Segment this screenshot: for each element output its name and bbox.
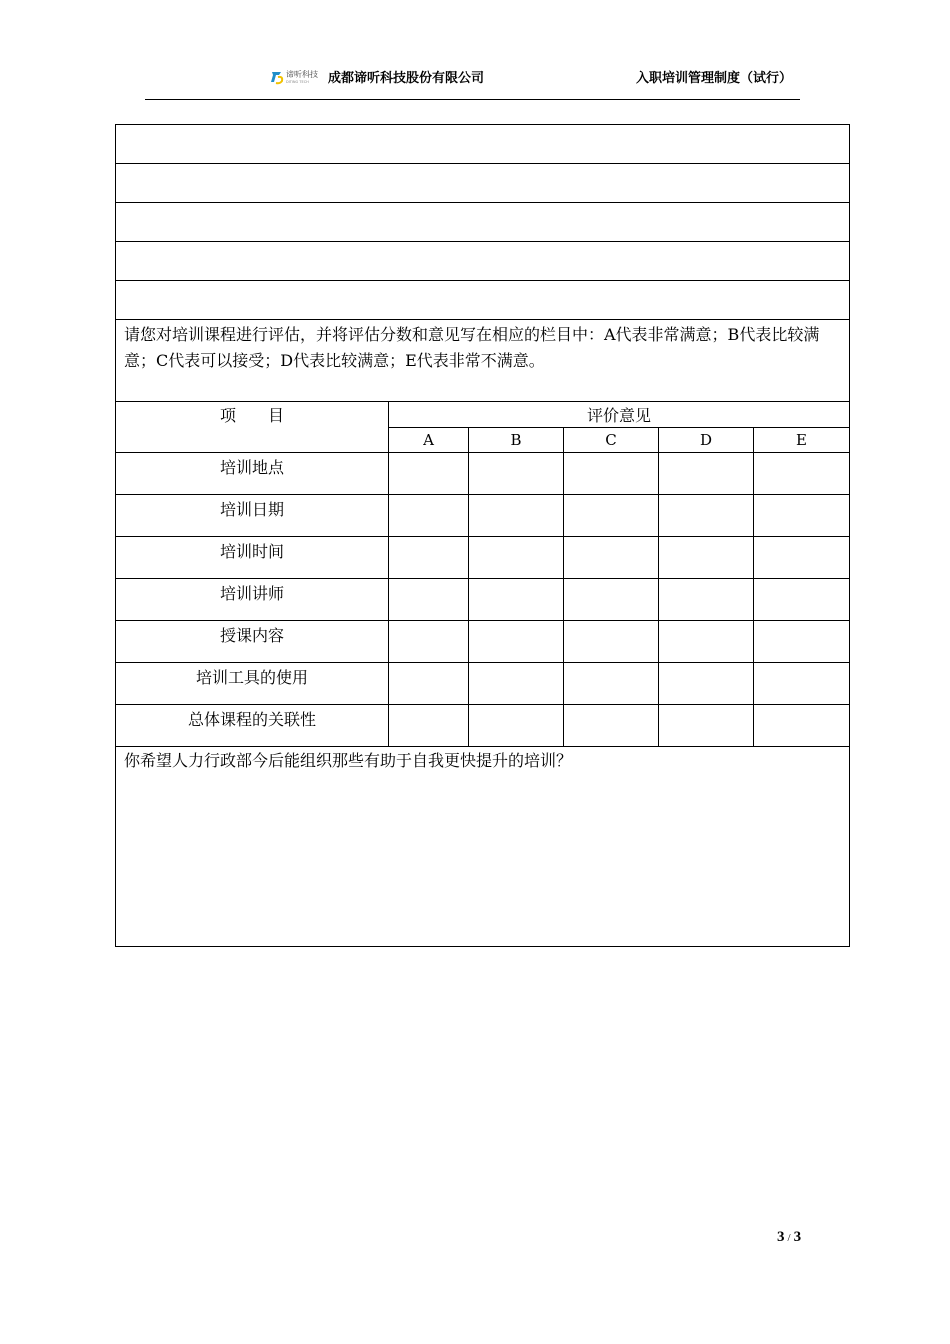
table-row [116,453,850,495]
rating-cell-d[interactable] [659,579,754,621]
blank-row[interactable] [116,125,850,164]
evaluation-column-header: 评价意见 [389,402,850,428]
table-row [116,663,850,705]
evaluation-instructions: 请您对培训课程进行评估，并将评估分数和意见写在相应的栏目中：A代表非常满意；B代表比较满意；C代表可以接受；D代表比较满意；E代表非常不满意。 [116,320,850,402]
svg-text:谛听科技: 谛听科技 [286,70,318,79]
svg-text:DITING TECH: DITING TECH [286,80,309,84]
rating-cell-c[interactable] [564,495,659,537]
rating-cell-c[interactable] [564,453,659,495]
blank-row[interactable] [116,242,850,281]
item-label: 培训地点 [116,453,389,495]
rating-cell-b[interactable] [469,495,564,537]
page-current: 3 [777,1229,785,1245]
rating-cell-a[interactable] [389,621,469,663]
table-row [116,705,850,747]
rating-cell-c[interactable] [564,705,659,747]
rating-cell-d[interactable] [659,495,754,537]
rating-cell-a[interactable] [389,453,469,495]
rating-cell-e[interactable] [754,705,850,747]
rating-cell-b[interactable] [469,663,564,705]
grade-header-a: A [389,428,469,453]
item-label: 授课内容 [116,621,389,663]
item-label: 培训时间 [116,537,389,579]
page-total: 3 [793,1229,802,1245]
blank-row[interactable] [116,164,850,203]
item-column-header: 项 目 [116,402,389,453]
rating-cell-b[interactable] [469,705,564,747]
rating-cell-e[interactable] [754,495,850,537]
rating-cell-d[interactable] [659,663,754,705]
rating-cell-a[interactable] [389,537,469,579]
rating-cell-c[interactable] [564,579,659,621]
grade-header-b: B [469,428,564,453]
training-suggestion-question: 你希望人力行政部今后能组织那些有助于自我更快提升的培训？ [124,751,573,770]
page-header [145,58,800,100]
item-label: 培训讲师 [116,579,389,621]
table-row [116,537,850,579]
rating-cell-d[interactable] [659,705,754,747]
rating-cell-b[interactable] [469,453,564,495]
table-row [116,579,850,621]
grade-header-d: D [659,428,754,453]
company-name: 成都谛听科技股份有限公司 [328,71,485,86]
rating-cell-e[interactable] [754,621,850,663]
rating-cell-a[interactable] [389,705,469,747]
rating-cell-b[interactable] [469,537,564,579]
table-row [116,621,850,663]
blank-row[interactable] [116,203,850,242]
header-divider [145,99,800,100]
item-label: 总体课程的关联性 [116,705,389,747]
item-label: 培训日期 [116,495,389,537]
company-logo-icon [270,66,328,86]
rating-cell-b[interactable] [469,579,564,621]
page-number [777,1229,801,1246]
rating-cell-c[interactable] [564,621,659,663]
page-separator: / [787,1232,791,1244]
grade-header-e: E [754,428,850,453]
rating-cell-a[interactable] [389,663,469,705]
rating-cell-b[interactable] [469,621,564,663]
rating-cell-d[interactable] [659,537,754,579]
rating-cell-d[interactable] [659,621,754,663]
item-label: 培训工具的使用 [116,663,389,705]
rating-cell-e[interactable] [754,537,850,579]
evaluation-table [115,124,850,947]
table-row [116,495,850,537]
rating-cell-c[interactable] [564,663,659,705]
rating-cell-e[interactable] [754,579,850,621]
evaluation-form [115,124,849,947]
rating-cell-a[interactable] [389,579,469,621]
rating-cell-e[interactable] [754,453,850,495]
training-suggestion-field[interactable] [116,747,850,947]
rating-cell-c[interactable] [564,537,659,579]
rating-cell-e[interactable] [754,663,850,705]
rating-cell-d[interactable] [659,453,754,495]
rating-cell-a[interactable] [389,495,469,537]
grade-header-c: C [564,428,659,453]
document-title: 入职培训管理制度（试行） [635,71,792,86]
blank-row[interactable] [116,281,850,320]
